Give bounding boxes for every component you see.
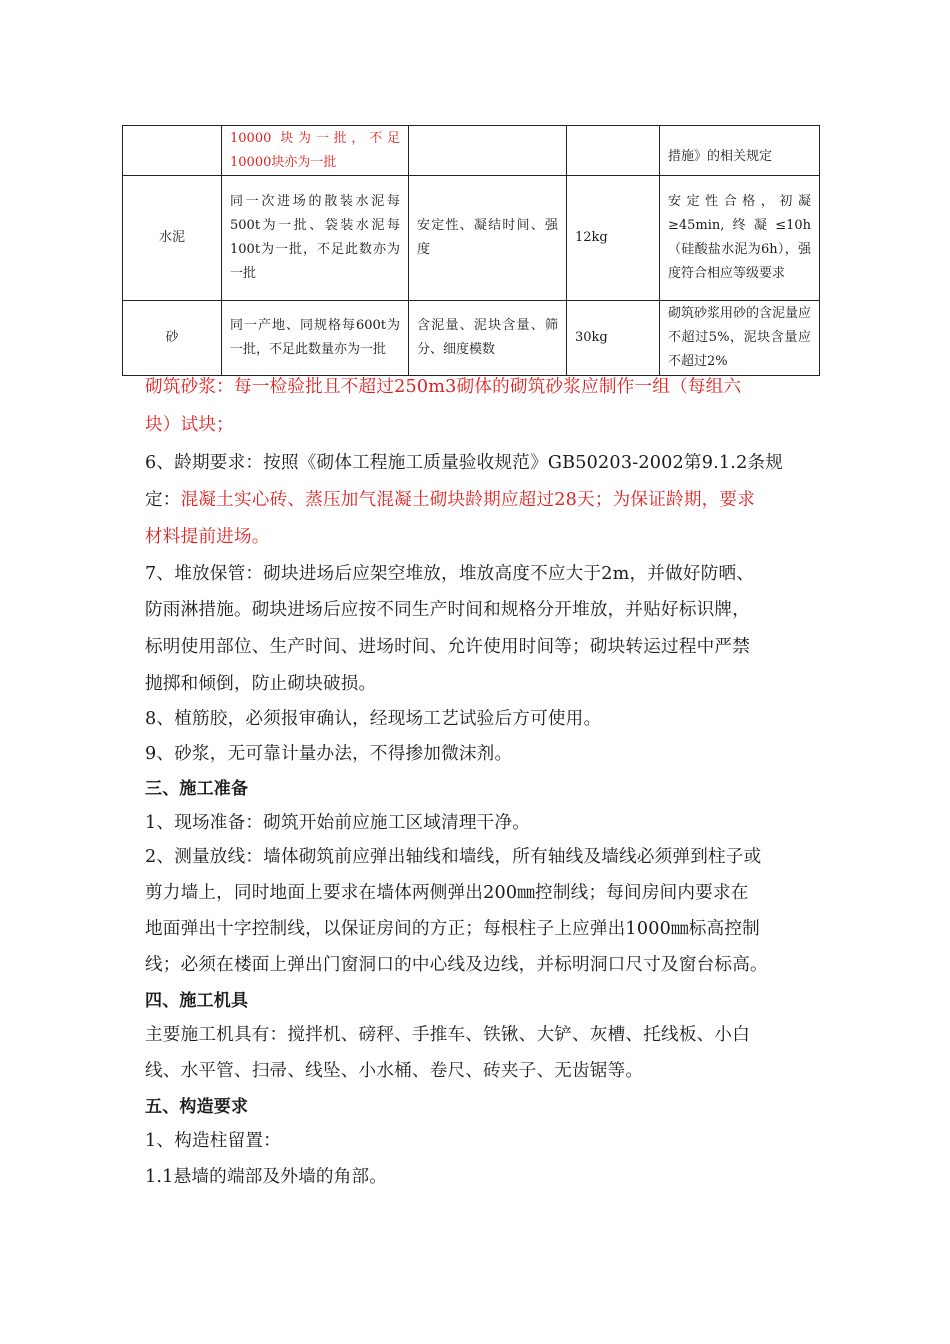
- table-cell-requirement: 安定性合格，初凝≥45min,终凝≤10h（硅酸盐水泥为6h），强度符合相应等级要求: [660, 176, 820, 301]
- table-row: [123, 301, 820, 376]
- storage-line-3: 标明使用部位、生产时间、进场时间、允许使用时间等；砌块转运过程中严禁: [145, 637, 750, 657]
- table-cell-batch: 10000 块为一批，不足10000块亦为一批: [222, 126, 409, 176]
- section-heading-structure: 五、构造要求: [145, 1097, 249, 1117]
- table-cell-items: 安定性、凝结时间、强度: [409, 176, 567, 301]
- age-line-3: 材料提前进场。: [145, 527, 270, 547]
- table-row: [123, 176, 820, 301]
- survey-line-4: 线；必须在楼面上弹出门窗洞口的中心线及边线，并标明洞口尺寸及窗台标高。: [145, 955, 768, 975]
- table-cell-material: 水泥: [123, 176, 222, 301]
- table-cell-sample: [567, 126, 660, 176]
- section-heading-tools: 四、施工机具: [145, 991, 249, 1011]
- prep-line-1: 1、现场准备：砌筑开始前应施工区域清理干净。: [145, 813, 531, 833]
- sand-mortar-line: 9、砂浆，无可靠计量办法，不得掺加微沫剂。: [145, 744, 513, 764]
- mortar-line-1: 砌筑砂浆：每一检验批且不超过250m3砌体的砌筑砂浆应制作一组（每组六: [145, 377, 742, 397]
- table-cell-batch: 同一次进场的散装水泥每500t为一批、袋装水泥每100t为一批，不足此数亦为一批: [222, 176, 409, 301]
- structure-line-2: 1.1悬墙的端部及外墙的角部。: [145, 1167, 388, 1187]
- table-cell-items: [409, 126, 567, 176]
- table-cell-items: 含泥量、泥块含量、筛分、细度模数: [409, 301, 567, 376]
- structure-line-1: 1、构造柱留置：: [145, 1131, 281, 1151]
- section-heading-prep: 三、施工准备: [145, 779, 249, 799]
- table-cell-batch: 同一产地、同规格每600t为一批，不足此数量亦为一批: [222, 301, 409, 376]
- age-line-2: [145, 485, 755, 515]
- table-cell-sample: 12kg: [567, 176, 660, 301]
- age-line-1: 6、龄期要求：按照《砌体工程施工质量验收规范》GB50203-2002第9.1.2条规: [145, 453, 784, 473]
- storage-line-2: 防雨淋措施。砌块进场后应按不同生产时间和规格分开堆放，并贴好标识牌，: [145, 600, 750, 620]
- glue-line: 8、植筋胶，必须报审确认，经现场工艺试验后方可使用。: [145, 709, 602, 729]
- storage-line-4: 抛掷和倾倒，防止砌块破损。: [145, 674, 377, 694]
- table-cell-material: 砂: [123, 301, 222, 376]
- tools-line-1: 主要施工机具有：搅拌机、磅秤、手推车、铁锹、大铲、灰槽、托线板、小白: [145, 1025, 750, 1045]
- age-line-2-highlight: 混凝土实心砖、蒸压加气混凝土砌块龄期应超过28天；为保证龄期，要求: [180, 490, 755, 510]
- table-row: [123, 126, 820, 176]
- storage-line-1: 7、堆放保管：砌块进场后应架空堆放，堆放高度不应大于2m，并做好防晒、: [145, 564, 755, 584]
- survey-line-3: 地面弹出十字控制线，以保证房间的方正；每根柱子上应弹出1000㎜标高控制: [145, 919, 760, 939]
- survey-line-1: 2、测量放线：墙体砌筑前应弹出轴线和墙线，所有轴线及墙线必须弹到柱子或: [145, 847, 762, 867]
- table-cell-sample: 30kg: [567, 301, 660, 376]
- table-cell-material: [123, 126, 222, 176]
- table-cell-requirement: 措施》的相关规定: [660, 126, 820, 176]
- tools-line-2: 线、水平管、扫帚、线坠、小水桶、卷尺、砖夹子、无齿锯等。: [145, 1061, 644, 1081]
- survey-line-2: 剪力墙上，同时地面上要求在墙体两侧弹出200㎜控制线；每间房间内要求在: [145, 883, 749, 903]
- mortar-line-2: 块）试块；: [145, 415, 234, 435]
- material-inspection-table: [122, 125, 820, 376]
- table-cell-requirement: 砌筑砂浆用砂的含泥量应不超过5%，泥块含量应不超过2%: [660, 301, 820, 376]
- age-line-2-prefix: 定：: [145, 490, 181, 510]
